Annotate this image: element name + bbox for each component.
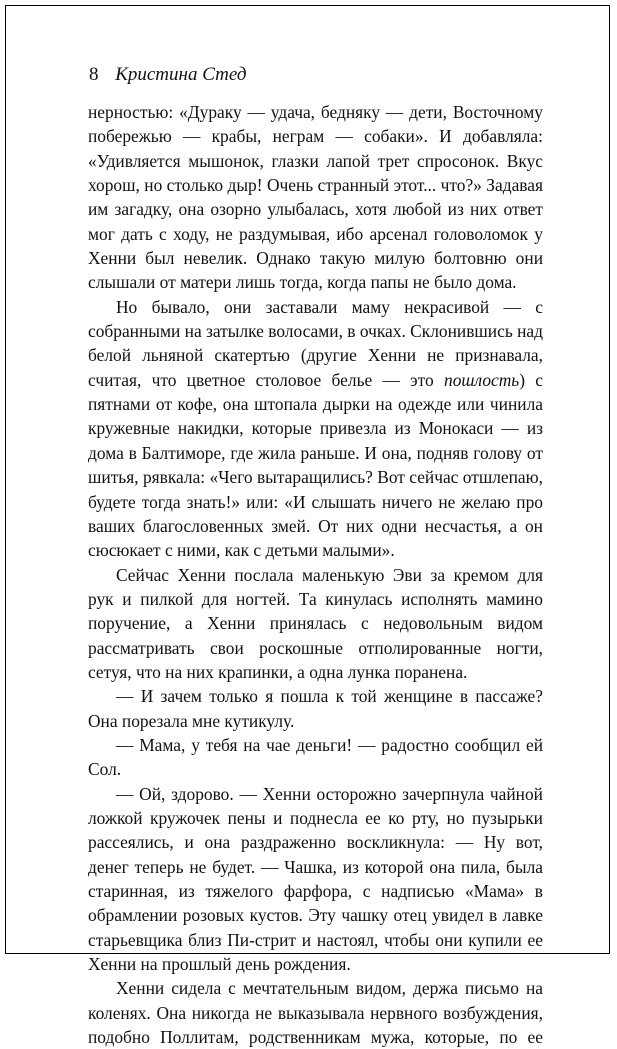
text-run: нерностью: «Дураку — удача, бедняку — дети, Восточному побережью — крабы, неграм — собаки». И добавляла: «Удивляется мышонок, глазки лапой трет спросонок. Вкус хорош, но столько дыр! Очень странный этот... что?» Задавая им загадку, она озорно улыбалась, хотя любой из них ответ мог дать с ходу, не раздумывая, ибо арсенал головоломок у Хенни был невелик. Однако такую милую болтовню они слышали от матери лишь тогда, когда папы не было дома. xyxy=(88,102,543,293)
italic-text: пошлость xyxy=(444,369,520,390)
running-header xyxy=(89,64,246,86)
text-run: ) с пятнами от кофе, она штопала дырки на одежде или чинила кружевные накидки, которые привезла из Монокаси — из дома в Балтиморе, где жила раньше. И она, подняв голову от шитья, рявкала: «Чего вытаращились? Вот сейчас отшлепаю, будете тогда знать!» или: «И слышать ничего не желаю про ваших благословенных змей. От них одни несчастья, а он сюсюкает с ними, как с детьми малыми». xyxy=(88,369,543,561)
paragraph xyxy=(88,684,543,733)
text-run: — Ой, здорово. — Хенни осторожно зачерпнула чайной ложкой кружочек пены и поднесла ее ко рту, но пузырьки рассеялись, и она раздраженно воскликнула: — Ну вот, денег теперь не будет. — Чашка, из которой она пила, была старинная, из тяжелого фарфора, с надписью «Мама» в обрамлении розовых кустов. Эту чашку отец увидел в лавке старьевщика близ Пи-стрит и настоял, чтобы они купили ее Хенни на прошлый день рождения. xyxy=(88,783,543,975)
paragraph xyxy=(88,733,543,782)
paragraph xyxy=(88,976,543,1049)
page-number: 8 xyxy=(89,64,99,85)
paragraph xyxy=(88,100,543,295)
text-run: — И зачем только я пошла к той женщине в пассаже? Она порезала мне кутикулу. xyxy=(88,686,543,731)
text-run: — Мама, у тебя на чае деньги! — радостно сообщил ей Сол. xyxy=(88,734,543,780)
paragraph xyxy=(88,563,543,685)
body-text xyxy=(88,100,543,1049)
paragraph xyxy=(88,782,543,977)
paragraph xyxy=(88,295,543,563)
text-run: Но бывало, они заставали маму некрасивой — с собранными на затылке волосами, в очках. Склонившись над белой льняной скатертью (другие Хенни не признавала, считая, что цветное столовое белье — это xyxy=(88,296,543,390)
text-run: Хенни сидела с мечтательным видом, держа письмо на коленях. Она никогда не выказывала нервного возбуждения, подобно Поллитам, родственникам мужа, которые, по ее xyxy=(88,978,543,1048)
text-run: Сейчас Хенни послала маленькую Эви за кремом для рук и пилкой для ногтей. Та кинулась исполнять мамино поручение, а Хенни принялась с недовольным видом рассматривать свои роскошные отполированные ногти, сетуя, что на них крапинки, а одна лунка поранена. xyxy=(88,564,543,682)
running-header-author: Кристина Стед xyxy=(115,64,247,85)
